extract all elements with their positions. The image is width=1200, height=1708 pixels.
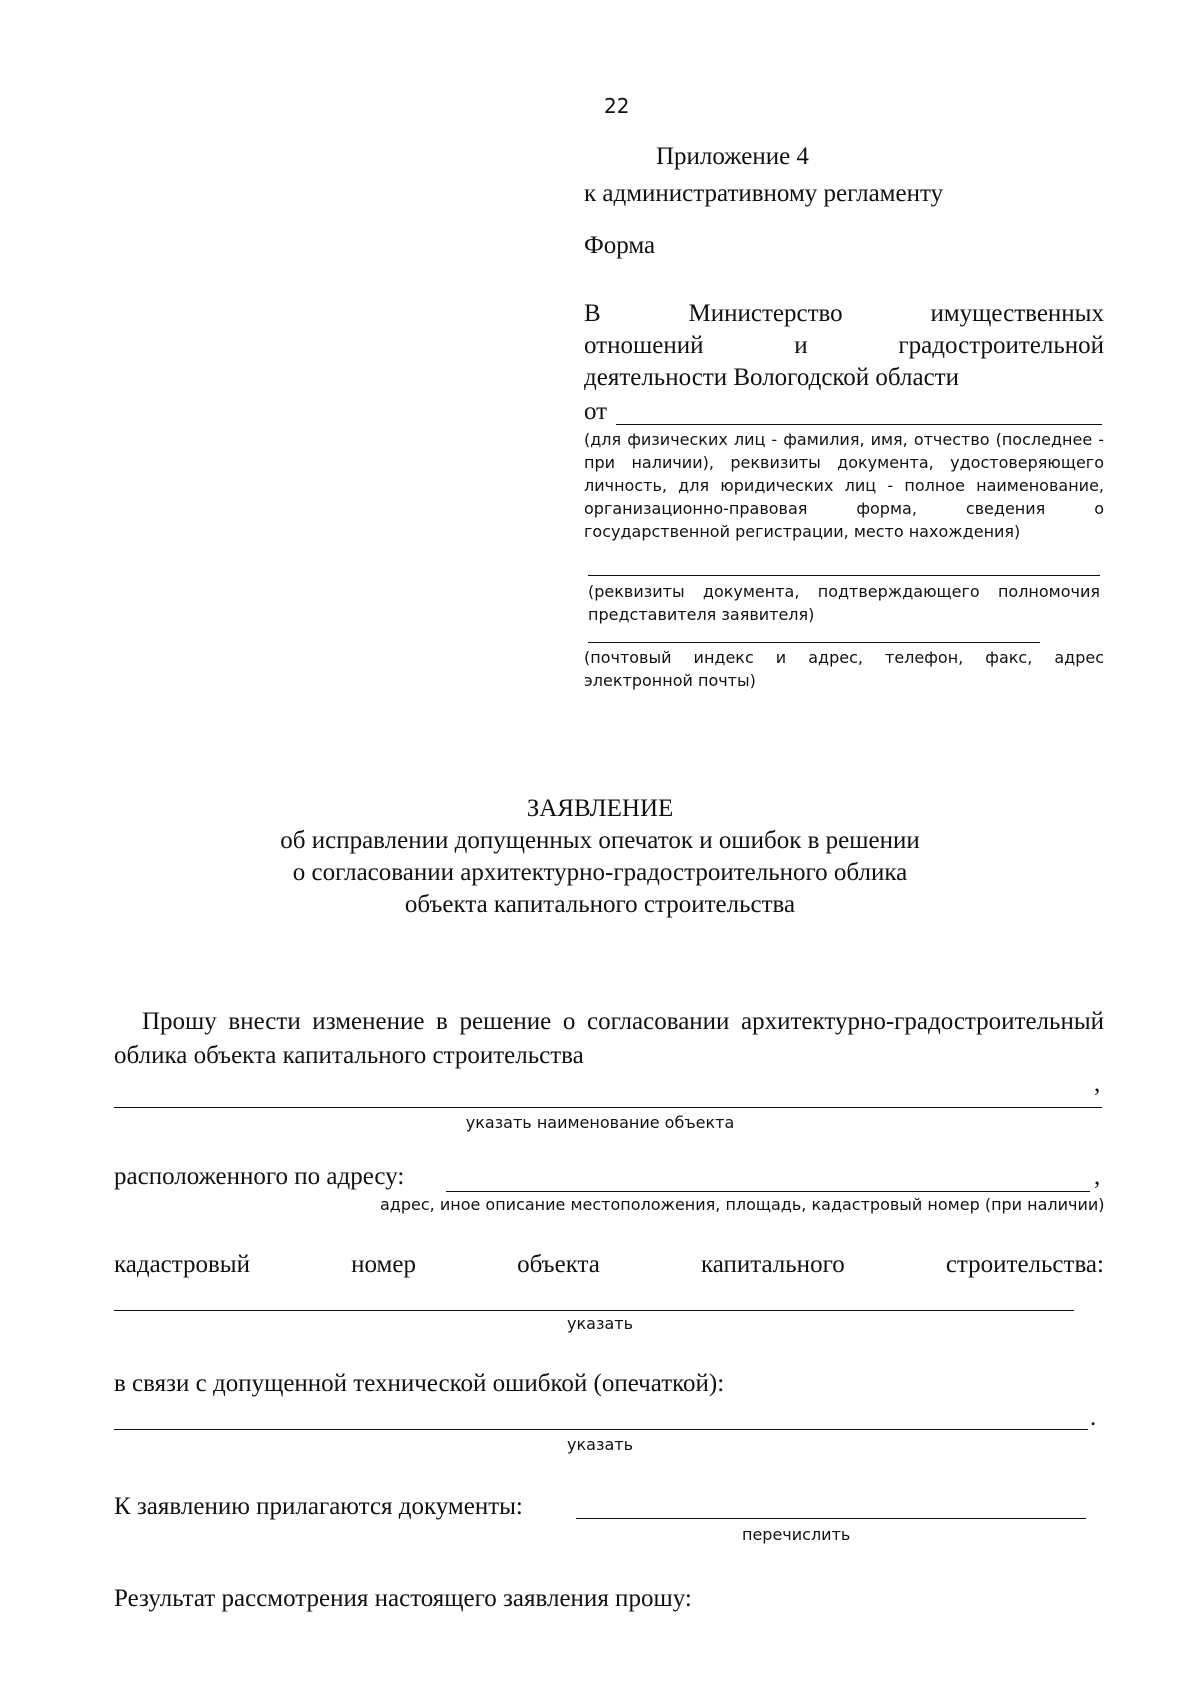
attachments-caption: перечислить: [742, 1525, 851, 1544]
address-label: расположенного по адресу:: [114, 1163, 405, 1190]
appendix-header: [584, 138, 943, 212]
page-number: 22: [604, 94, 630, 118]
object-comma: ,: [1094, 1070, 1101, 1097]
recipient-word: отношений: [584, 332, 704, 359]
request-paragraph: Прошу внести изменение в решение о согласовании архитектурно-градостроительный облика объекта капитального строительства: [114, 1008, 1104, 1069]
cadastral-label: [114, 1251, 1104, 1279]
cadastral-underline: [114, 1310, 1074, 1311]
contacts-note: (почтовый индекс и адрес, телефон, факс, адрес электронной почты): [584, 648, 1104, 690]
cadastral-word: кадастровый: [114, 1251, 250, 1278]
cadastral-word: объекта: [517, 1251, 600, 1278]
document-subtitle-3: объекта капитального строительства: [404, 891, 796, 918]
recipient-line-1: [584, 298, 1104, 330]
from-label: от: [584, 398, 608, 425]
error-label: в связи с допущенной технической ошибкой (опечаткой):: [114, 1370, 725, 1397]
address-caption: адрес, иное описание местоположения, площадь, кадастровый номер (при наличии): [380, 1195, 1105, 1214]
error-underline: [114, 1429, 1088, 1430]
recipient-block: [584, 298, 1104, 394]
applicant-note: (для физических лиц - фамилия, имя, отчество (последнее - при наличии), реквизиты документа, удостоверяющего личность, для юридических лиц - полное наименование, организационно-правовая форма, сведения о государственной регистрации, место нахождения): [584, 430, 1104, 541]
object-name-caption: указать наименование объекта: [465, 1113, 735, 1132]
representative-note: (реквизиты документа, подтверждающего полномочия представителя заявителя): [588, 582, 1100, 624]
error-period: .: [1090, 1404, 1097, 1431]
representative-underline: [588, 575, 1100, 576]
appendix-subtitle: к административному регламенту: [584, 180, 944, 207]
cadastral-word: капитального: [700, 1251, 845, 1278]
appendix-title: Приложение 4: [656, 143, 809, 170]
recipient-line-3: деятельности Вологодской области: [584, 364, 959, 391]
object-name-underline: [114, 1107, 1102, 1108]
cadastral-caption: указать: [567, 1314, 633, 1333]
recipient-word: градостроительной: [898, 332, 1104, 359]
document-subtitle-1: об исправлении допущенных опечаток и ошибок в решении: [280, 827, 920, 854]
applicant-underline: [616, 424, 1102, 425]
address-comma: ,: [1094, 1163, 1101, 1190]
attachments-underline: [576, 1518, 1086, 1519]
result-label: Результат рассмотрения настоящего заявления прошу:: [114, 1585, 692, 1612]
cadastral-word: строительства:: [945, 1251, 1104, 1278]
cadastral-word: номер: [351, 1251, 416, 1278]
recipient-word: В: [584, 300, 601, 327]
document-title: ЗАЯВЛЕНИЕ: [526, 795, 674, 822]
error-caption: указать: [567, 1435, 633, 1454]
document-subtitle-2: о согласовании архитектурно-градостроительного облика: [292, 859, 908, 886]
recipient-word: имущественных: [930, 300, 1104, 327]
recipient-word: Министерство: [688, 300, 843, 327]
recipient-line-2: [584, 330, 1104, 362]
address-underline: [446, 1191, 1090, 1192]
recipient-word: и: [794, 332, 808, 359]
form-label: Форма: [584, 232, 656, 259]
contacts-underline: [588, 642, 1040, 643]
attachments-label: К заявлению прилагаются документы:: [114, 1493, 523, 1520]
